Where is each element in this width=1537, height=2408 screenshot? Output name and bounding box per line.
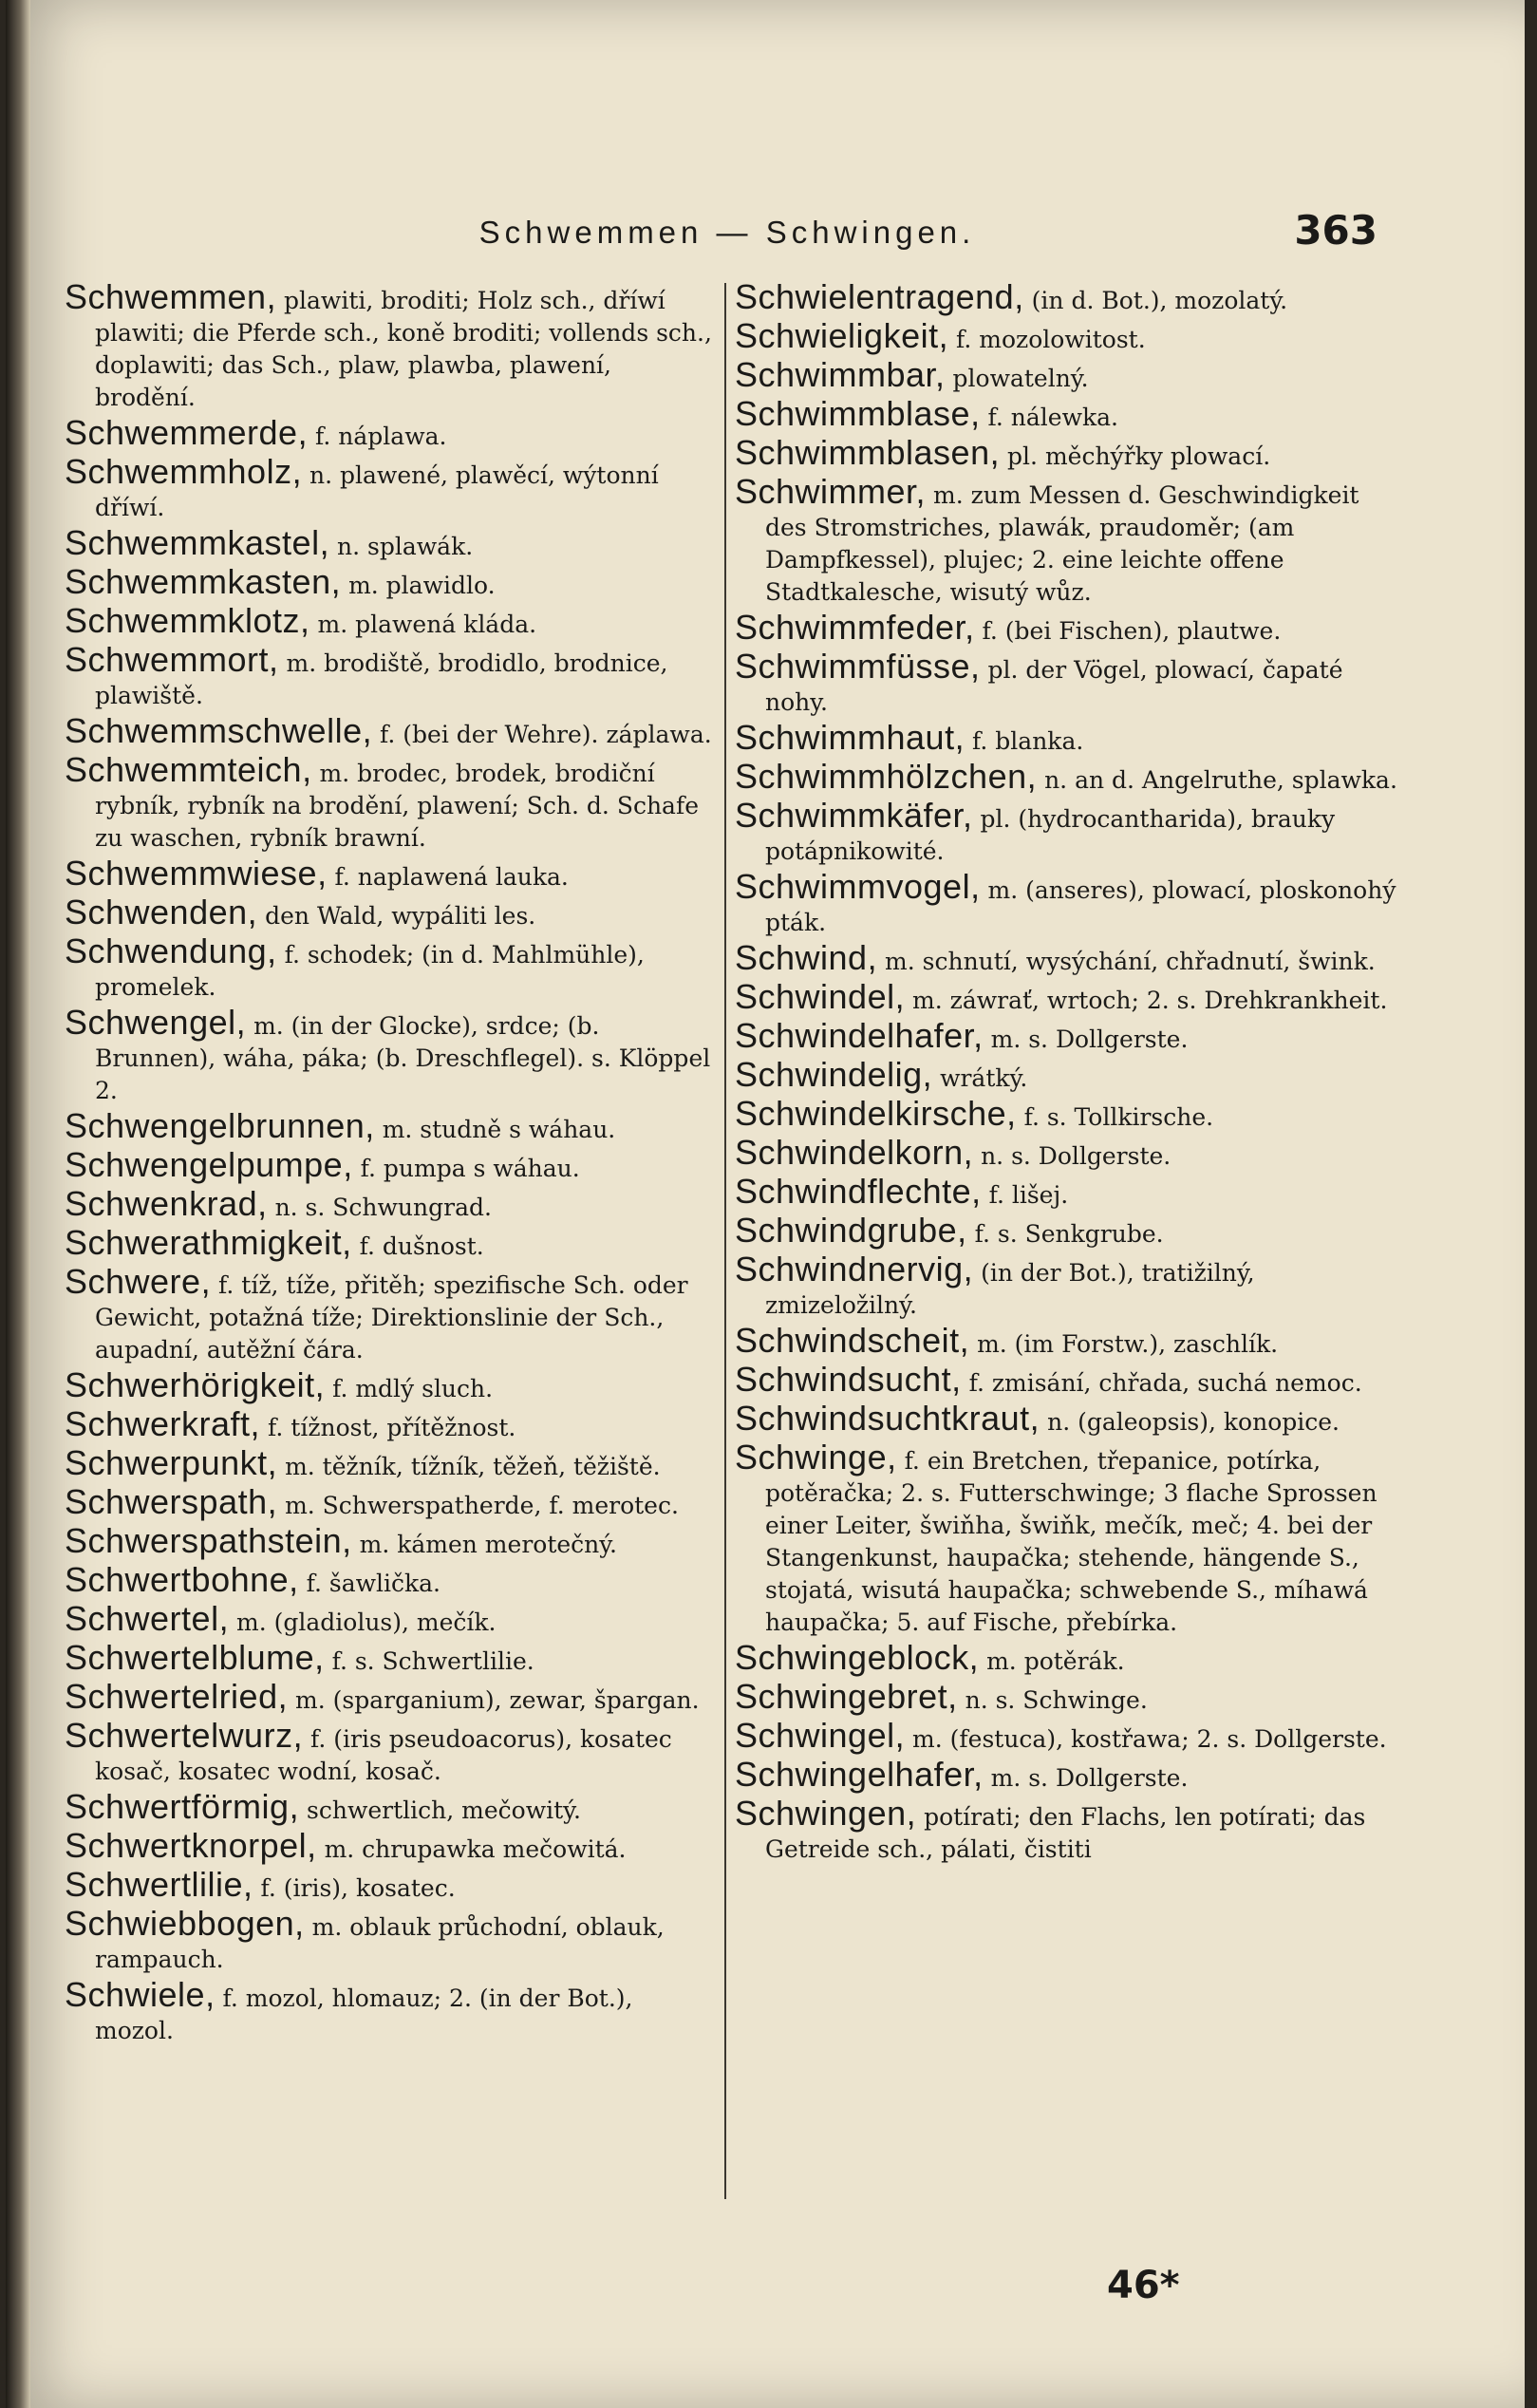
dictionary-entry [65, 1365, 718, 1405]
dictionary-entry [65, 562, 718, 602]
dictionary-entry [65, 452, 718, 524]
entry-definition: m. těžník, tížník, těžeň, těžiště. [285, 1453, 661, 1480]
dictionary-entry [65, 1521, 718, 1561]
entry-definition: pl. měchýřky plowací. [1007, 442, 1271, 470]
entry-headword: Schwertbohne, [65, 1560, 299, 1599]
dictionary-entry [735, 394, 1399, 434]
entry-headword: Schwertlilie, [65, 1865, 253, 1904]
dictionary-entry [735, 1638, 1399, 1678]
entry-definition: (in der Bot.), tratižilný, zmizeložilný. [765, 1259, 1255, 1319]
entry-definition: n. plawené, plawěcí, wýtonní dříwí. [95, 461, 659, 521]
entry-headword: Schwemmholz, [65, 452, 303, 491]
dictionary-entry [735, 1438, 1399, 1639]
dictionary-entry [65, 893, 718, 932]
entry-definition: m. schnutí, wysýchání, chřadnutí, šwink. [885, 948, 1376, 975]
book-spine [6, 0, 30, 2408]
entry-definition: m. plawidlo. [348, 572, 496, 599]
entry-headword: Schwemmen, [65, 281, 277, 316]
page-header [6, 207, 1525, 264]
entry-headword: Schwerhörigkeit, [65, 1365, 326, 1404]
entry-definition: f. blanka. [972, 727, 1084, 755]
entry-headword: Schwindnervig, [735, 1250, 974, 1289]
dictionary-entry [735, 1016, 1399, 1056]
dictionary-entry [65, 281, 718, 414]
dictionary-entry [735, 433, 1399, 473]
entry-definition: m. (festuca), kostřawa; 2. s. Dollgerste. [912, 1725, 1387, 1753]
entry-definition: f. tížnost, přítěžnost. [268, 1414, 516, 1441]
entry-definition: f. (bei Fischen), plautwe. [982, 617, 1282, 645]
column-divider [724, 283, 726, 2199]
entry-headword: Schwindgrube, [735, 1211, 967, 1250]
dictionary-entry [65, 1262, 718, 1366]
entry-definition: n. an d. Angelruthe, splawka. [1044, 766, 1397, 794]
entry-headword: Schwimmblase, [735, 394, 981, 433]
entry-headword: Schwertförmig, [65, 1787, 300, 1826]
entry-headword: Schwenden, [65, 893, 258, 931]
entry-definition: pl. (hydrocantharida), brauky potápnikowité. [765, 805, 1336, 865]
entry-definition: f. naplawená lauka. [334, 863, 569, 891]
entry-definition: n. s. Dollgerste. [981, 1142, 1171, 1170]
entry-headword: Schwemmort, [65, 640, 279, 679]
entry-definition: m. brodiště, brodidlo, brodnice, plawiště. [95, 649, 668, 709]
dictionary-entry [65, 1145, 718, 1185]
dictionary-entry [65, 1106, 718, 1146]
entry-definition: f. (iris pseudoacorus), kosatec kosač, kosatec wodní, kosač. [95, 1725, 672, 1785]
book-page [6, 0, 1525, 2408]
dictionary-entry [65, 750, 718, 855]
dictionary-entry [65, 1787, 718, 1827]
entry-definition: f. zmisání, chřada, suchá nemoc. [968, 1369, 1362, 1397]
dictionary-entry [735, 1133, 1399, 1173]
signature-mark: 46* [1107, 2264, 1180, 2307]
entry-definition: f. tíž, tíže, přitěh; spezifische Sch. oder Gewicht, potažná tíže; Direktionslinie der Sch., aupadní, autěžní čára. [95, 1271, 688, 1364]
entry-headword: Schwiele, [65, 1975, 216, 2014]
entry-definition: pl. der Vögel, plowací, čapaté nohy. [765, 656, 1343, 716]
page-number: 363 [1294, 207, 1378, 254]
entry-definition: f. s. Tollkirsche. [1023, 1103, 1214, 1131]
entry-definition: (in d. Bot.), mozolatý. [1031, 287, 1288, 314]
entry-definition: f. nálewka. [987, 404, 1118, 431]
entry-headword: Schwemmerde, [65, 413, 309, 452]
entry-headword: Schwertelwurz, [65, 1716, 304, 1755]
entry-definition: m. studně s wáhau. [382, 1116, 616, 1143]
entry-definition: f. pumpa s wáhau. [360, 1155, 580, 1182]
entry-definition: m. plawená kláda. [317, 611, 537, 638]
dictionary-entry [65, 1975, 718, 2047]
entry-headword: Schwimmkäfer, [735, 796, 973, 835]
entry-headword: Schwimmfeder, [735, 608, 975, 647]
entry-headword: Schwerpunkt, [65, 1443, 278, 1482]
entry-headword: Schwimmfüsse, [735, 647, 981, 686]
dictionary-entry [65, 1443, 718, 1483]
dictionary-entry [65, 601, 718, 641]
entry-headword: Schwimmvogel, [735, 867, 981, 906]
entry-headword: Schwengelpumpe, [65, 1145, 353, 1184]
dictionary-entry [735, 647, 1399, 719]
entry-definition: schwertlich, mečowitý. [307, 1797, 581, 1824]
dictionary-entry [735, 1755, 1399, 1795]
entry-definition: m. oblauk průchodní, oblauk, rampauch. [95, 1913, 665, 1973]
dictionary-entry [735, 977, 1399, 1017]
entry-headword: Schwind, [735, 938, 878, 977]
entry-definition: f. s. Senkgrube. [974, 1220, 1164, 1248]
entry-headword: Schwimmhölzchen, [735, 757, 1038, 796]
entry-headword: Schwieligkeit, [735, 316, 949, 355]
entry-definition: m. s. Dollgerste. [990, 1764, 1189, 1792]
dictionary-entry [735, 1677, 1399, 1717]
entry-definition: m. potěrák. [986, 1647, 1125, 1675]
entry-definition: f. (bei der Wehre). záplawa. [380, 721, 712, 748]
dictionary-entry [65, 1482, 718, 1522]
entry-headword: Schwenkrad, [65, 1184, 268, 1223]
entry-definition: m. brodec, brodek, brodiční rybník, rybník na brodění, plawení; Sch. d. Schafe zu waschen, rybník brawní. [95, 760, 699, 852]
entry-headword: Schwielentragend, [735, 281, 1024, 316]
entry-headword: Schwindsucht, [735, 1360, 962, 1399]
entry-headword: Schwimmblasen, [735, 433, 1001, 472]
entry-headword: Schwemmwiese, [65, 854, 328, 893]
entry-definition: n. (galeopsis), konopice. [1047, 1408, 1340, 1436]
entry-definition: f. schodek; (in d. Mahlmühle), promelek. [95, 941, 645, 1001]
dictionary-entry [65, 640, 718, 712]
entry-definition: f. dušnost. [359, 1232, 484, 1260]
entry-definition: f. mozol, hlomauz; 2. (in der Bot.), mozol. [95, 1985, 633, 2044]
dictionary-entry [735, 1794, 1399, 1866]
entry-headword: Schwerspath, [65, 1482, 278, 1521]
entry-definition: n. s. Schwungrad. [274, 1194, 492, 1221]
dictionary-entry [735, 608, 1399, 648]
entry-headword: Schwingebret, [735, 1677, 958, 1716]
dictionary-entry [735, 281, 1399, 317]
entry-headword: Schwindelkorn, [735, 1133, 974, 1172]
entry-definition: f. mdlý sluch. [332, 1375, 494, 1402]
dictionary-entry [735, 1055, 1399, 1095]
dictionary-entry [65, 711, 718, 751]
entry-headword: Schwertelried, [65, 1677, 289, 1716]
entry-headword: Schwerathmigkeit, [65, 1223, 352, 1262]
entry-headword: Schwindelkirsche, [735, 1094, 1017, 1133]
entry-definition: m. s. Dollgerste. [990, 1025, 1189, 1053]
entry-definition: m. záwrať, wrtoch; 2. s. Drehkrankheit. [912, 987, 1388, 1014]
entry-definition: f. náplawa. [315, 423, 447, 450]
dictionary-entry [735, 1094, 1399, 1134]
dictionary-entry [65, 1003, 718, 1107]
entry-definition: den Wald, wypáliti les. [265, 902, 536, 930]
dictionary-entry [735, 867, 1399, 939]
dictionary-entry [735, 938, 1399, 978]
entry-definition: plowatelný. [952, 365, 1089, 392]
right-column [735, 281, 1399, 2370]
entry-definition: m. kámen merotečný. [359, 1531, 618, 1558]
entry-headword: Schwindel, [735, 977, 906, 1016]
entry-definition: f. (iris), kosatec. [260, 1874, 456, 1902]
entry-headword: Schwindscheit, [735, 1321, 970, 1360]
dictionary-entry [65, 1826, 718, 1866]
entry-definition: f. ein Bretchen, třepanice, potírka, potěračka; 2. s. Futterschwinge; 3 flache Sprossen einer Leiter, šwiňha, šwiňk, mečík, meč; 4. bei der Stangenkunst, haupačka; stehende, hängende S., stojatá, wisutá haupačka; schwebende S., míhawá haupačka; 5. auf Fische, přebírka. [765, 1447, 1378, 1636]
dictionary-entry [65, 413, 718, 453]
dictionary-entry [65, 1716, 718, 1788]
entry-headword: Schwemmteich, [65, 750, 312, 789]
entry-definition: potírati; den Flachs, len potírati; das Getreide sch., pálati, čistiti [765, 1803, 1366, 1863]
entry-headword: Schwemmklotz, [65, 601, 310, 640]
entry-headword: Schwindelhafer, [735, 1016, 984, 1055]
entry-definition: n. s. Schwinge. [965, 1686, 1148, 1714]
dictionary-entry [65, 523, 718, 563]
dictionary-entry [65, 1223, 718, 1263]
entry-definition: m. (anseres), plowací, ploskonohý pták. [765, 876, 1396, 936]
entry-definition: f. lišej. [988, 1181, 1069, 1209]
entry-headword: Schwemmschwelle, [65, 711, 373, 750]
dictionary-entry [735, 718, 1399, 758]
dictionary-entry [735, 1399, 1399, 1439]
entry-headword: Schwingeblock, [735, 1638, 980, 1677]
entry-headword: Schwertknorpel, [65, 1826, 317, 1865]
entry-headword: Schwemmkasten, [65, 562, 342, 601]
entry-definition: f. s. Schwertlilie. [331, 1647, 534, 1675]
entry-definition: f. mozolowitost. [956, 326, 1146, 353]
dictionary-entry [65, 931, 718, 1004]
entry-headword: Schwertel, [65, 1599, 230, 1638]
dictionary-entry [65, 1404, 718, 1444]
entry-headword: Schwertelblume, [65, 1638, 325, 1677]
dictionary-entry [65, 1677, 718, 1717]
entry-headword: Schwindsuchtkraut, [735, 1399, 1040, 1438]
dictionary-entry [65, 1638, 718, 1678]
dictionary-entry [735, 355, 1399, 395]
dictionary-entry [735, 1360, 1399, 1400]
running-head: Schwemmen — Schwingen. [478, 215, 976, 250]
entry-definition: m. (in der Glocke), srdce; (b. Brunnen), wáha, páka; (b. Dreschflegel). s. Klöppel 2. [95, 1012, 711, 1104]
entry-headword: Schwimmbar, [735, 355, 946, 394]
entry-headword: Schwinge, [735, 1438, 897, 1477]
dictionary-entry [65, 1865, 718, 1905]
dictionary-entry [735, 1716, 1399, 1756]
entry-headword: Schwerspathstein, [65, 1521, 352, 1560]
dictionary-entry [735, 316, 1399, 356]
entry-definition: m. Schwerspatherde, f. merotec. [285, 1492, 679, 1519]
entry-headword: Schwindelig, [735, 1055, 933, 1094]
entry-headword: Schwiebbogen, [65, 1904, 305, 1943]
entry-definition: plawiti, broditi; Holz sch., dříwí plawiti; die Pferde sch., koně broditi; vollends sch., doplawiti; das Sch., plaw, plawba, plawení, brodění. [95, 287, 712, 411]
dictionary-entry [65, 1904, 718, 1976]
entry-headword: Schwere, [65, 1262, 212, 1301]
entry-definition: m. (gladiolus), mečík. [236, 1608, 497, 1636]
entry-headword: Schwemmkastel, [65, 523, 330, 562]
dictionary-entry [735, 796, 1399, 868]
dictionary-entry [735, 1172, 1399, 1212]
entry-definition: m. (sparganium), zewar, špargan. [295, 1686, 700, 1714]
dictionary-entry [65, 854, 718, 894]
entry-headword: Schwimmer, [735, 472, 927, 511]
entry-definition: m. chrupawka mečowitá. [324, 1835, 627, 1863]
dictionary-entry [735, 757, 1399, 797]
left-column [65, 281, 718, 2370]
entry-headword: Schwerkraft, [65, 1404, 261, 1443]
entry-definition: n. splawák. [337, 533, 474, 560]
entry-headword: Schwingel, [735, 1716, 906, 1755]
entry-headword: Schwingen, [735, 1794, 917, 1833]
dictionary-entry [735, 1321, 1399, 1361]
entry-definition: f. šawlička. [306, 1570, 440, 1597]
dictionary-entry [735, 472, 1399, 609]
dictionary-entry [65, 1184, 718, 1224]
entry-headword: Schwingelhafer, [735, 1755, 984, 1794]
entry-definition: wrátký. [940, 1064, 1028, 1092]
entry-definition: m. zum Messen d. Geschwindigkeit des Stromstriches, plawák, praudoměr; (am Dampfkessel), plujec; 2. eine leichte offene Stadtkalesche, wisutý wůz. [765, 481, 1359, 606]
entry-definition: m. (im Forstw.), zaschlík. [977, 1330, 1279, 1358]
entry-headword: Schwendung, [65, 931, 277, 970]
entry-headword: Schwimmhaut, [735, 718, 965, 757]
entry-headword: Schwengel, [65, 1003, 247, 1042]
entry-headword: Schwengelbrunnen, [65, 1106, 375, 1145]
dictionary-entry [735, 1211, 1399, 1251]
dictionary-entry [65, 1560, 718, 1600]
entry-headword: Schwindflechte, [735, 1172, 982, 1211]
dictionary-entry [65, 1599, 718, 1639]
dictionary-entry [735, 1250, 1399, 1322]
